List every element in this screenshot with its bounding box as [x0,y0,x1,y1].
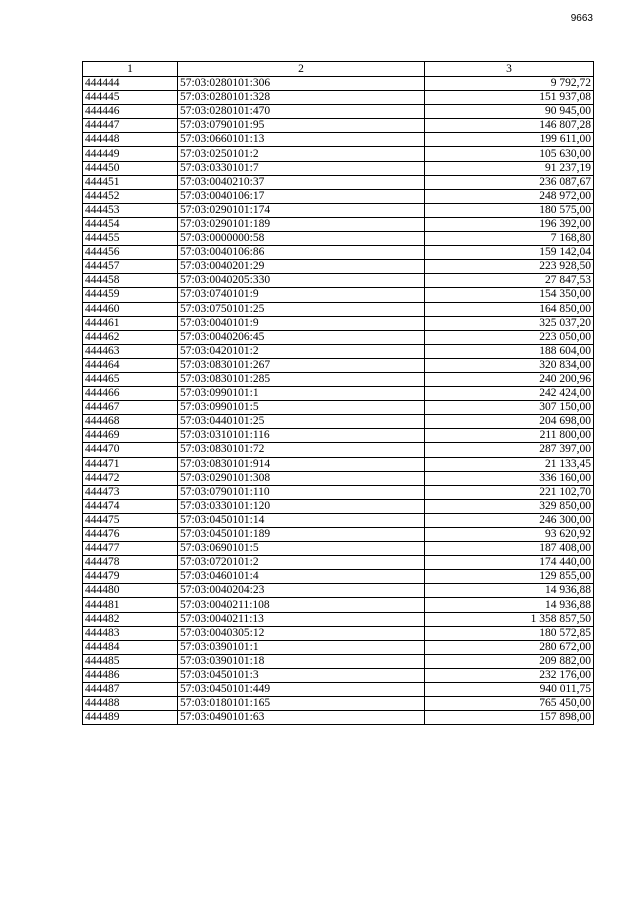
cadastral-number-cell: 57:03:0720101:2 [178,556,425,570]
cadastral-number-cell: 57:03:0830101:285 [178,372,425,386]
value-cell: 180 575,00 [425,203,594,217]
cadastral-number-cell: 57:03:0040211:13 [178,612,425,626]
cadastral-number-cell: 57:03:0280101:470 [178,105,425,119]
value-cell: 90 945,00 [425,105,594,119]
table-row [83,175,594,189]
value-cell: 240 200,96 [425,372,594,386]
record-number-cell: 444453 [83,203,178,217]
record-number-cell: 444447 [83,119,178,133]
cadastral-number-cell: 57:03:0750101:25 [178,302,425,316]
table-row [83,189,594,203]
table-row [83,260,594,274]
cadastral-number-cell: 57:03:0040205:330 [178,274,425,288]
record-number-cell: 444458 [83,274,178,288]
table-row [83,471,594,485]
cadastral-number-cell: 57:03:0250101:2 [178,147,425,161]
table-row [83,697,594,711]
value-cell: 236 087,67 [425,175,594,189]
value-cell: 105 630,00 [425,147,594,161]
cadastral-number-cell: 57:03:0310101:116 [178,429,425,443]
record-number-cell: 444473 [83,485,178,499]
cadastral-number-cell: 57:03:0290101:308 [178,471,425,485]
cadastral-number-cell: 57:03:0440101:25 [178,415,425,429]
cadastral-number-cell: 57:03:0390101:1 [178,640,425,654]
cadastral-number-cell: 57:03:0830101:267 [178,358,425,372]
table-row [83,358,594,372]
record-number-cell: 444486 [83,668,178,682]
record-number-cell: 444451 [83,175,178,189]
cadastral-number-cell: 57:03:0040210:37 [178,175,425,189]
record-number-cell: 444465 [83,372,178,386]
value-cell: 188 604,00 [425,344,594,358]
table-row [83,274,594,288]
cadastral-number-cell: 57:03:0790101:110 [178,485,425,499]
table-row [83,246,594,260]
cadastral-number-cell: 57:03:0420101:2 [178,344,425,358]
record-number-cell: 444460 [83,302,178,316]
cadastral-number-cell: 57:03:0040211:108 [178,598,425,612]
table-row [83,203,594,217]
table-row [83,288,594,302]
record-number-cell: 444470 [83,443,178,457]
value-cell: 1 358 857,50 [425,612,594,626]
table-row [83,457,594,471]
record-number-cell: 444489 [83,711,178,725]
value-cell: 146 807,28 [425,119,594,133]
table-row [83,711,594,725]
table-row [83,640,594,654]
cadastral-number-cell: 57:03:0040305:12 [178,626,425,640]
table-row [83,443,594,457]
record-number-cell: 444452 [83,189,178,203]
value-cell: 280 672,00 [425,640,594,654]
table-row [83,401,594,415]
table-row [83,330,594,344]
cadastral-number-cell: 57:03:0330101:120 [178,499,425,513]
cadastral-number-cell: 57:03:0280101:306 [178,77,425,91]
record-number-cell: 444455 [83,232,178,246]
value-cell: 196 392,00 [425,217,594,231]
table-row [83,147,594,161]
record-number-cell: 444481 [83,598,178,612]
cadastral-number-cell: 57:03:0450101:189 [178,528,425,542]
table-row [83,612,594,626]
record-number-cell: 444488 [83,697,178,711]
record-number-cell: 444483 [83,626,178,640]
record-number-cell: 444444 [83,77,178,91]
cadastral-number-cell: 57:03:0040101:9 [178,316,425,330]
cadastral-number-cell: 57:03:0450101:14 [178,513,425,527]
record-number-cell: 444462 [83,330,178,344]
cadastral-number-cell: 57:03:0290101:174 [178,203,425,217]
record-number-cell: 444445 [83,91,178,105]
value-cell: 174 440,00 [425,556,594,570]
record-number-cell: 444463 [83,344,178,358]
value-cell: 307 150,00 [425,401,594,415]
table-row [83,105,594,119]
value-cell: 154 350,00 [425,288,594,302]
table-row [83,668,594,682]
table-row [83,91,594,105]
cadastral-number-cell: 57:03:0690101:5 [178,542,425,556]
record-number-cell: 444446 [83,105,178,119]
table-row [83,344,594,358]
value-cell: 287 397,00 [425,443,594,457]
value-cell: 221 102,70 [425,485,594,499]
record-number-cell: 444454 [83,217,178,231]
record-number-cell: 444474 [83,499,178,513]
cadastral-number-cell: 57:03:0660101:13 [178,133,425,147]
record-number-cell: 444480 [83,584,178,598]
record-number-cell: 444469 [83,429,178,443]
value-cell: 157 898,00 [425,711,594,725]
table-row [83,415,594,429]
table-row [83,372,594,386]
cadastral-number-cell: 57:03:0450101:449 [178,683,425,697]
value-cell: 242 424,00 [425,387,594,401]
record-number-cell: 444476 [83,528,178,542]
cadastral-number-cell: 57:03:0990101:1 [178,387,425,401]
value-cell: 129 855,00 [425,570,594,584]
table-row [83,232,594,246]
value-cell: 159 142,04 [425,246,594,260]
value-cell: 325 037,20 [425,316,594,330]
table-row [83,133,594,147]
record-number-cell: 444485 [83,654,178,668]
table-row [83,161,594,175]
cadastral-number-cell: 57:03:0740101:9 [178,288,425,302]
table-row [83,654,594,668]
record-number-cell: 444459 [83,288,178,302]
record-number-cell: 444482 [83,612,178,626]
table-row [83,485,594,499]
value-cell: 164 850,00 [425,302,594,316]
cadastral-number-cell: 57:03:0040106:86 [178,246,425,260]
table-header-row [83,62,594,77]
table-row [83,302,594,316]
column-header-1: 1 [83,62,178,77]
record-number-cell: 444464 [83,358,178,372]
cadastral-number-cell: 57:03:0450101:3 [178,668,425,682]
value-cell: 187 408,00 [425,542,594,556]
cadastral-number-cell: 57:03:0990101:5 [178,401,425,415]
cadastral-number-cell: 57:03:0390101:18 [178,654,425,668]
table-row [83,77,594,91]
table-row [83,598,594,612]
table-row [83,387,594,401]
value-cell: 14 936,88 [425,598,594,612]
value-cell: 91 237,19 [425,161,594,175]
table-row [83,499,594,513]
column-header-2: 2 [178,62,425,77]
record-number-cell: 444478 [83,556,178,570]
record-number-cell: 444450 [83,161,178,175]
cadastral-number-cell: 57:03:0460101:4 [178,570,425,584]
record-number-cell: 444468 [83,415,178,429]
page-number: 9663 [570,13,593,24]
value-cell: 223 928,50 [425,260,594,274]
value-cell: 336 160,00 [425,471,594,485]
value-cell: 209 882,00 [425,654,594,668]
record-number-cell: 444467 [83,401,178,415]
table-row [83,513,594,527]
cadastral-number-cell: 57:03:0180101:165 [178,697,425,711]
cadastral-number-cell: 57:03:0280101:328 [178,91,425,105]
value-cell: 199 611,00 [425,133,594,147]
value-cell: 329 850,00 [425,499,594,513]
value-cell: 223 050,00 [425,330,594,344]
value-cell: 320 834,00 [425,358,594,372]
value-cell: 248 972,00 [425,189,594,203]
cadastral-number-cell: 57:03:0000000:58 [178,232,425,246]
record-number-cell: 444457 [83,260,178,274]
record-number-cell: 444475 [83,513,178,527]
cadastral-number-cell: 57:03:0040106:17 [178,189,425,203]
table-row [83,119,594,133]
value-cell: 21 133,45 [425,457,594,471]
table-row [83,542,594,556]
column-header-3: 3 [425,62,594,77]
table-row [83,217,594,231]
value-cell: 151 937,08 [425,91,594,105]
value-cell: 246 300,00 [425,513,594,527]
cadastral-number-cell: 57:03:0490101:63 [178,711,425,725]
table-row [83,584,594,598]
table-row [83,316,594,330]
record-number-cell: 444472 [83,471,178,485]
value-cell: 204 698,00 [425,415,594,429]
record-number-cell: 444456 [83,246,178,260]
value-cell: 940 011,75 [425,683,594,697]
table-row [83,626,594,640]
record-number-cell: 444461 [83,316,178,330]
table-row [83,570,594,584]
table-row [83,683,594,697]
table-row [83,429,594,443]
table-row [83,556,594,570]
value-cell: 14 936,88 [425,584,594,598]
cadastral-number-cell: 57:03:0040206:45 [178,330,425,344]
value-cell: 211 800,00 [425,429,594,443]
value-cell: 27 847,53 [425,274,594,288]
record-number-cell: 444484 [83,640,178,654]
record-number-cell: 444479 [83,570,178,584]
value-cell: 180 572,85 [425,626,594,640]
value-cell: 93 620,92 [425,528,594,542]
record-number-cell: 444448 [83,133,178,147]
record-number-cell: 444477 [83,542,178,556]
value-cell: 232 176,00 [425,668,594,682]
table-row [83,528,594,542]
cadastral-number-cell: 57:03:0830101:72 [178,443,425,457]
cadastral-number-cell: 57:03:0040204:23 [178,584,425,598]
cadastral-number-cell: 57:03:0330101:7 [178,161,425,175]
record-number-cell: 444466 [83,387,178,401]
value-cell: 765 450,00 [425,697,594,711]
table-body [83,77,594,725]
cadastral-number-cell: 57:03:0830101:914 [178,457,425,471]
value-cell: 7 168,80 [425,232,594,246]
value-cell: 9 792,72 [425,77,594,91]
registry-table [82,61,594,725]
record-number-cell: 444471 [83,457,178,471]
cadastral-number-cell: 57:03:0040201:29 [178,260,425,274]
record-number-cell: 444449 [83,147,178,161]
cadastral-number-cell: 57:03:0790101:95 [178,119,425,133]
cadastral-number-cell: 57:03:0290101:189 [178,217,425,231]
record-number-cell: 444487 [83,683,178,697]
